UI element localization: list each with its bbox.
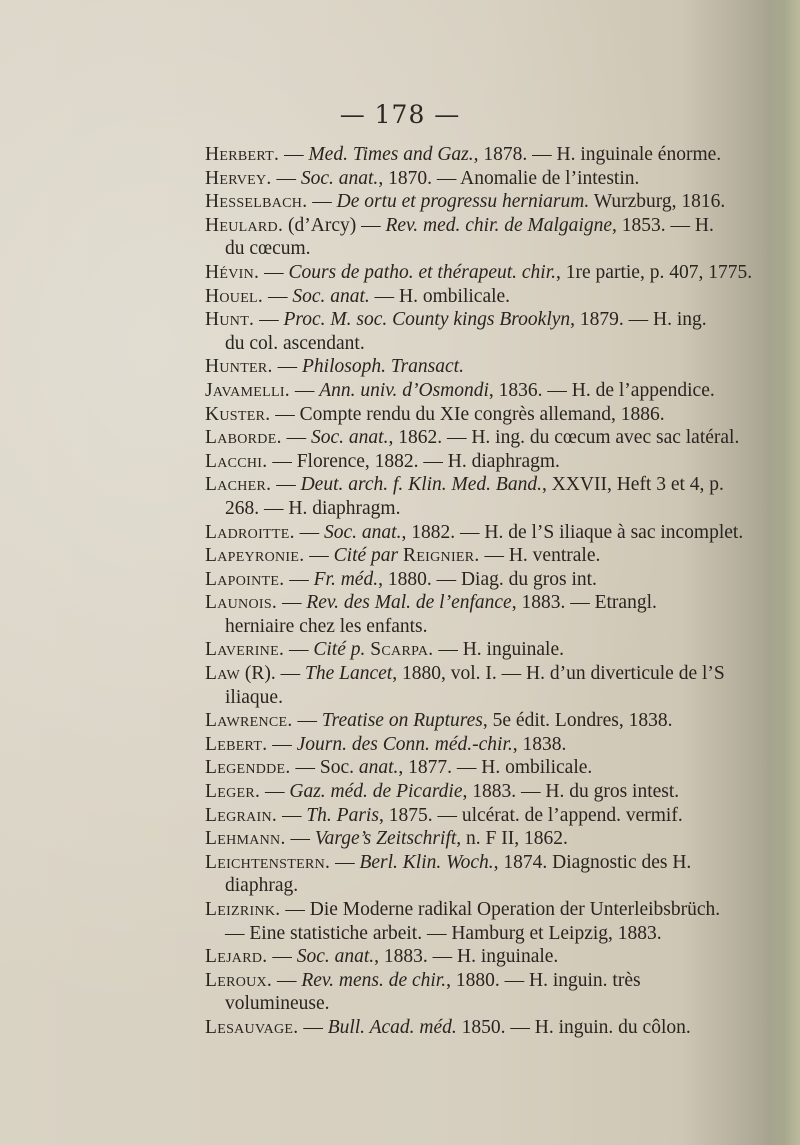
entry-text: —: [299, 521, 325, 543]
entry-text: , 1875. — ulcérat. de l’append. vermif.: [378, 804, 683, 826]
entry-text: —: [267, 285, 293, 307]
entry-text: , 1874. Diagnostic des H. diaphrag.: [225, 851, 692, 897]
author-name: Herbert.: [205, 144, 280, 165]
entry-text: , 1880. — H. inguin. très volumineuse.: [225, 969, 641, 1015]
entry-text: —: [276, 167, 301, 189]
author-name: Lacher.: [205, 474, 272, 496]
entry-text: , n. F II, 1862.: [456, 828, 568, 850]
source-title: Deut. arch. f. Klin. Med. Band.: [300, 474, 542, 496]
author-name: Lawrence.: [205, 710, 293, 732]
entry-text: —: [272, 733, 297, 755]
author-name: Ladroitte.: [205, 521, 295, 543]
source-title: Soc. anat.: [311, 427, 389, 449]
author-name: Lesauvage.: [205, 1016, 299, 1038]
entry-text: , 1883. — H. du gros intest.: [462, 781, 680, 803]
source-title: Rev. mens. de chir.: [301, 969, 447, 991]
source-title: Varge’s Zeitschrift: [314, 828, 457, 850]
author-name: Javamelli.: [205, 379, 290, 401]
bibliography-list: [205, 143, 753, 1040]
entry-text: , 1853. — H. du cœcum.: [225, 214, 714, 260]
entry-text: —: [284, 144, 309, 165]
author-name: Lacchi.: [205, 450, 268, 472]
bibliography-entry: [205, 261, 753, 285]
bibliography-entry: [205, 827, 725, 851]
entry-text: Scarpa.: [370, 639, 434, 661]
bibliography-entry: [205, 473, 725, 520]
entry-text: , 5e édit. Londres, 1838.: [482, 710, 673, 732]
bibliography-entry: [205, 638, 725, 662]
author-name: Leger.: [205, 781, 261, 803]
source-title: Cours de patho. et thérapeut. chir.: [288, 261, 557, 283]
entry-text: , 1880, vol. I. — H. d’un diverticule de l’S iliaque.: [225, 663, 725, 708]
entry-text: , 1879. — H. ing. du col. ascendant.: [225, 309, 707, 354]
bibliography-entry: [205, 733, 725, 757]
author-name: Lejard.: [205, 946, 268, 968]
entry-text: , 1883. — H. inguinale.: [374, 946, 559, 968]
entry-text: —: [289, 639, 314, 661]
entry-text: , 1836. — H. de l’appendice.: [488, 379, 715, 401]
bibliography-entry: [205, 403, 725, 427]
entry-text: —: [276, 474, 301, 496]
entry-text: (R). —: [244, 663, 306, 685]
source-title: Bull. Acad. méd.: [327, 1016, 457, 1038]
author-name: Lehmann.: [205, 828, 286, 850]
bibliography-entry: [205, 662, 725, 709]
entry-text: —: [286, 427, 311, 449]
author-name: Leroux.: [205, 969, 273, 991]
bibliography-entry: [205, 756, 725, 780]
bibliography-entry: [205, 591, 725, 638]
bibliography-entry: [205, 355, 725, 379]
source-title: Journ. des Conn. méd.-chir.: [296, 733, 513, 755]
entry-text: —: [277, 356, 302, 378]
entry-text: — H. inguinale.: [433, 639, 564, 661]
bibliography-entry: [205, 143, 725, 167]
bibliography-entry: [205, 1016, 725, 1040]
entry-text: —: [309, 545, 334, 567]
source-title: Cité p.: [313, 639, 366, 661]
author-name: Houel.: [205, 285, 264, 307]
bibliography-entry: [205, 969, 725, 1016]
entry-text: Wurzburg, 1816.: [589, 191, 726, 213]
source-title: Med. Times and Gaz.: [308, 144, 474, 165]
author-name: Leizrink.: [205, 899, 281, 920]
author-name: Kuster.: [205, 403, 271, 425]
bibliography-entry: [205, 709, 725, 733]
entry-text: —: [259, 309, 284, 331]
bibliography-entry: [205, 804, 725, 828]
source-title: De ortu et progressu herniarum.: [336, 191, 590, 213]
entry-text: —: [281, 804, 307, 826]
entry-text: —: [272, 946, 297, 968]
author-name: Launois.: [205, 592, 278, 614]
entry-text: —: [265, 781, 290, 803]
page-edge-shadow: [760, 0, 800, 1145]
author-name: Hunt.: [205, 309, 255, 331]
entry-text: Reignier.: [403, 545, 480, 567]
source-title: Soc. anat.: [296, 946, 375, 968]
entry-text: —: [281, 592, 307, 614]
entry-text: — Die Moderne radikal Operation der Unterleibsbrüch. — Eine statistiche arbeit. — Hamburg et Leipzig, 1883.: [225, 899, 721, 944]
entry-text: , 1870. — Anomalie de l’intestin.: [378, 167, 640, 189]
bibliography-entry: [205, 945, 725, 969]
entry-text: , 1877. — H. ombilicale.: [398, 757, 593, 779]
source-title: Berl. Klin. Woch.: [359, 851, 494, 873]
bibliography-entry: [205, 898, 725, 945]
author-name: Lebert.: [205, 733, 268, 755]
author-name: Legrain.: [205, 804, 278, 826]
entry-text: —: [335, 851, 360, 873]
entry-text: —: [289, 568, 314, 590]
author-name: Lapeyronie.: [205, 545, 305, 567]
entry-text: , XXVII, Heft 3 et 4, p. 268. — H. diaphragm.: [225, 474, 724, 519]
entry-text: —: [264, 261, 289, 283]
author-name: Leichtenstern.: [205, 851, 331, 873]
author-name: Lapointe.: [205, 568, 285, 590]
entry-text: — Compte rendu du XIe congrès allemand, 1886.: [275, 403, 665, 425]
source-title: Soc. anat.: [292, 285, 370, 307]
author-name: Hunter.: [205, 356, 273, 378]
bibliography-entry: [205, 780, 725, 804]
entry-text: , 1880. — Diag. du gros int.: [378, 568, 597, 590]
source-title: Th. Paris: [306, 804, 379, 826]
source-title: Proc. M. soc. County kings Brooklyn: [283, 309, 571, 331]
author-name: Hesselbach.: [205, 191, 308, 213]
bibliography-entry: [205, 285, 725, 309]
entry-text: , 1862. — H. ing. du cœcum avec sac latéral.: [388, 427, 740, 449]
source-title: anat.: [358, 757, 399, 779]
bibliography-entry: [205, 450, 725, 474]
source-title: Fr. méd.: [313, 568, 379, 590]
bibliography-entry: [205, 851, 725, 898]
entry-text: —: [290, 828, 315, 850]
entry-text: —: [276, 969, 302, 991]
source-title: Rev. med. chir. de Malgaigne: [385, 214, 613, 236]
bibliography-entry: [205, 167, 725, 191]
author-name: Laverine.: [205, 639, 285, 661]
bibliography-entry: [205, 426, 740, 450]
bibliography-entry: [205, 568, 725, 592]
bibliography-entry: [205, 379, 725, 403]
author-name: Laborde.: [205, 427, 282, 449]
bibliography-entry: [205, 190, 725, 214]
source-title: Soc. anat.: [324, 521, 402, 543]
source-title: Rev. des Mal. de l’enfance: [306, 592, 512, 614]
entry-text: — H. ombilicale.: [369, 285, 511, 307]
source-title: Soc. anat.: [300, 167, 379, 189]
bibliography-entry: [205, 521, 744, 545]
entry-text: —: [297, 710, 322, 732]
entry-text: —: [294, 379, 320, 401]
source-title: Cité par: [333, 545, 399, 567]
entry-text: , 1878. — H. inguinale énorme.: [473, 144, 722, 165]
entry-text: — H. ventrale.: [479, 545, 601, 567]
author-name: Law: [205, 663, 241, 685]
entry-text: (d’Arcy) —: [288, 214, 386, 236]
entry-text: — Florence, 1882. — H. diaphragm.: [272, 450, 560, 472]
bibliography-entry: [205, 308, 725, 355]
entry-text: , 1838.: [512, 733, 567, 755]
author-name: Legendde.: [205, 757, 291, 779]
author-name: Hévin.: [205, 261, 260, 283]
source-title: Philosoph. Transact.: [301, 356, 464, 378]
author-name: Heulard.: [205, 214, 284, 236]
source-title: Treatise on Ruptures: [321, 710, 483, 732]
source-title: Ann. univ. d’Osmondi: [319, 379, 489, 401]
entry-text: —: [312, 191, 337, 213]
source-title: The Lancet: [305, 663, 393, 685]
entry-text: , 1882. — H. de l’S iliaque à sac incomplet.: [401, 521, 744, 543]
entry-text: , 1883. — Etrangl. herniaire chez les enfants.: [225, 592, 657, 637]
entry-text: — Soc.: [295, 757, 359, 779]
bibliography-entry: [205, 214, 725, 261]
entry-text: 1850. — H. inguin. du côlon.: [456, 1016, 691, 1038]
entry-text: , 1re partie, p. 407, 1775.: [556, 261, 753, 283]
page-number: — 178 —: [339, 100, 461, 129]
entry-text: —: [303, 1016, 328, 1038]
bibliography-entry: [205, 544, 725, 568]
source-title: Gaz. méd. de Picardie: [289, 781, 463, 803]
author-name: Hervey.: [205, 167, 272, 189]
